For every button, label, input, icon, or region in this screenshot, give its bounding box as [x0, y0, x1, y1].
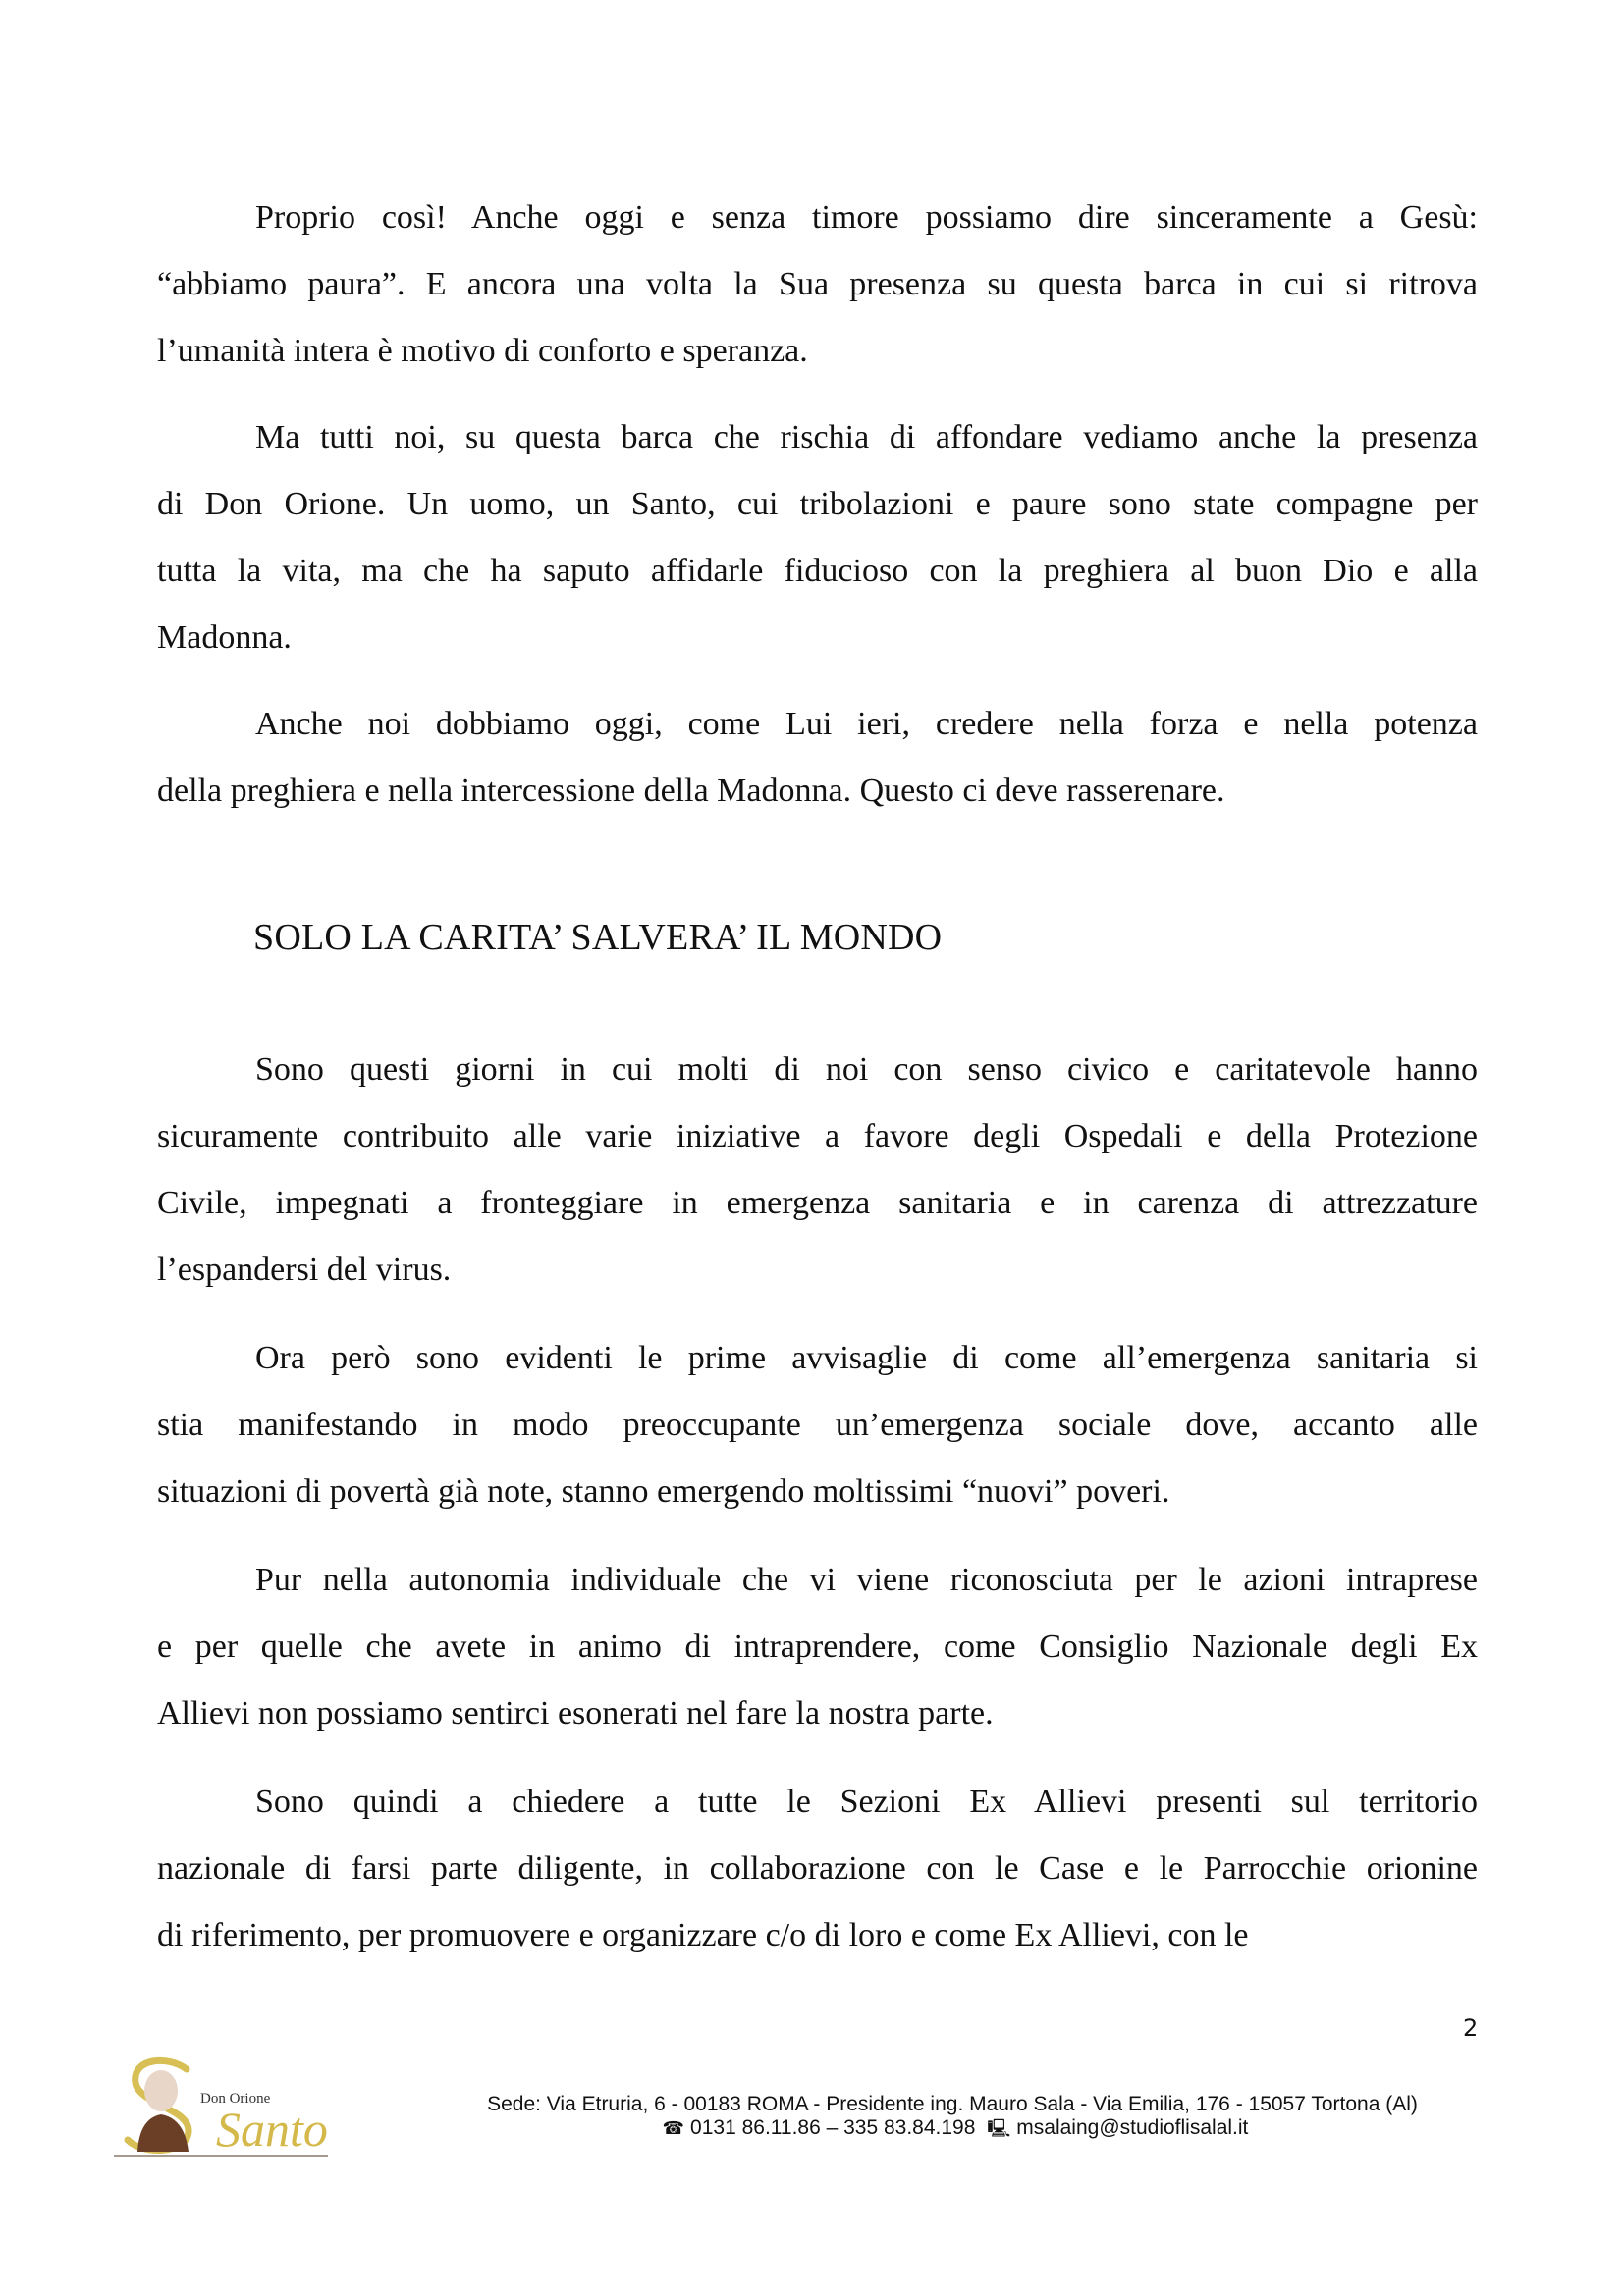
paragraph	[157, 691, 1478, 825]
paragraph	[157, 1037, 1478, 1304]
footer-email[interactable]: msalaing@studioflisalal.it	[1016, 2116, 1249, 2139]
footer-contacts-row	[412, 2116, 1492, 2140]
text-line: tutta la vita, ma che ha saputo affidarle fiducioso con la preghiera al buon Dio e alla	[157, 553, 1478, 589]
text-line: sicuramente contribuito alle varie iniziative a favore degli Ospedali e della Protezione	[157, 1118, 1478, 1154]
body-text-bottom	[157, 1037, 1478, 1969]
text-line: Ma tutti noi, su questa barca che rischia di affondare vediamo anche la presenza	[255, 419, 1478, 455]
paragraph	[157, 1547, 1478, 1747]
text-line: e per quelle che avete in animo di intraprendere, come Consiglio Nazionale degli Ex	[157, 1629, 1478, 1665]
text-line: “abbiamo paura”. E ancora una volta la Sua presenza su questa barca in cui si ritrova	[157, 266, 1478, 302]
text-line: della preghiera e nella intercessione della Madonna. Questo ci deve rasserenare.	[157, 773, 1225, 809]
text-line: situazioni di povertà già note, stanno emergendo moltissimi “nuovi” poveri.	[157, 1473, 1170, 1510]
text-line: Ora però sono evidenti le prime avvisaglie di come all’emergenza sanitaria si	[255, 1340, 1478, 1376]
text-line: l’umanità intera è motivo di conforto e speranza.	[157, 333, 808, 369]
logo-graphic	[110, 2054, 331, 2160]
don-orione-santo-logo	[110, 2054, 331, 2160]
page-number: 2	[1463, 2014, 1479, 2042]
text-line: Proprio così! Anche oggi e senza timore possiamo dire sinceramente a Gesù:	[255, 199, 1478, 236]
body-text-top	[157, 185, 1478, 825]
footer-contact	[412, 2093, 1492, 2140]
computer-icon: 🖳	[987, 2118, 1011, 2138]
text-line: l’espandersi del virus.	[157, 1252, 452, 1288]
footer-address: Sede: Via Etruria, 6 - 00183 ROMA - Presidente ing. Mauro Sala - Via Emilia, 176 - 15057 Tortona (Al)	[487, 2093, 1418, 2115]
paragraph	[157, 185, 1478, 385]
logo-small-text: Don Orione	[200, 2091, 271, 2107]
paragraph	[157, 1325, 1478, 1525]
paragraph	[157, 404, 1478, 671]
text-line: nazionale di farsi parte diligente, in collaborazione con le Case e le Parrocchie orionine	[157, 1850, 1478, 1887]
telephone-icon: ☎	[662, 2118, 685, 2138]
text-line: Sono questi giorni in cui molti di noi con senso civico e caritatevole hanno	[255, 1051, 1478, 1088]
text-line: Pur nella autonomia individuale che vi viene riconosciuta per le azioni intraprese	[255, 1562, 1478, 1598]
text-line: Sono quindi a chiedere a tutte le Sezioni Ex Allievi presenti sul territorio	[255, 1784, 1478, 1820]
text-line: di riferimento, per promuovere e organizzare c/o di loro e come Ex Allievi, con le	[157, 1917, 1249, 1953]
paragraph	[157, 1769, 1478, 1969]
text-line: Madonna.	[157, 619, 292, 656]
text-line: Civile, impegnati a fronteggiare in emergenza sanitaria e in carenza di attrezzature	[157, 1185, 1478, 1221]
text-line: stia manifestando in modo preoccupante un’emergenza sociale dove, accanto alle	[157, 1407, 1478, 1443]
footer-phones: 0131 86.11.86 – 335 83.84.198	[690, 2116, 976, 2139]
text-line: Anche noi dobbiamo oggi, come Lui ieri, credere nella forza e nella potenza	[255, 706, 1478, 742]
portrait-face	[144, 2070, 178, 2111]
text-line: Allievi non possiamo sentirci esonerati nel fare la nostra parte.	[157, 1695, 994, 1732]
section-heading: SOLO LA CARITA’ SALVERA’ IL MONDO	[253, 917, 943, 958]
text-line: di Don Orione. Un uomo, un Santo, cui tribolazioni e paure sono state compagne per	[157, 486, 1478, 522]
logo-large-text: Santo	[216, 2102, 328, 2157]
